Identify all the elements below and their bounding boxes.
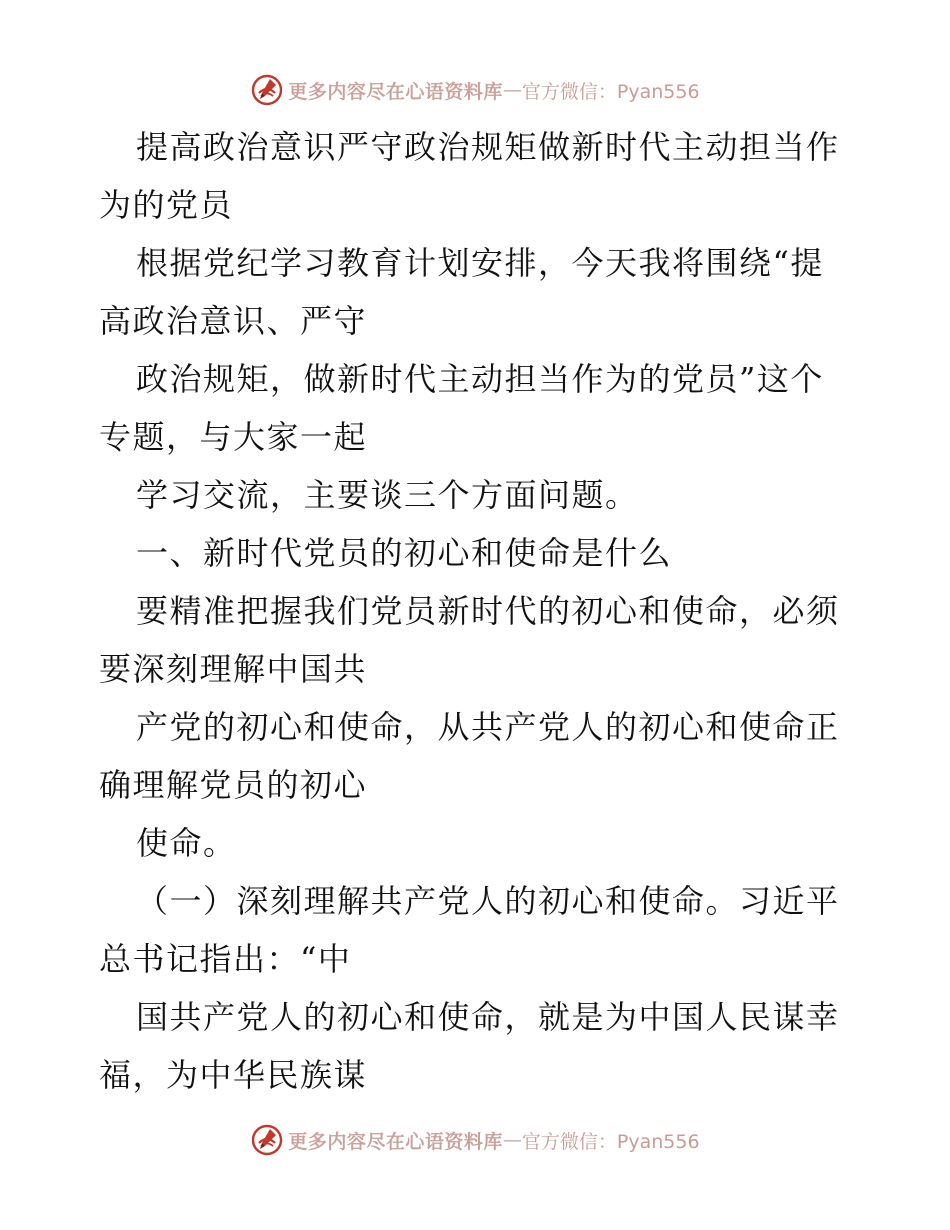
banner-separator: — [502, 79, 522, 101]
text-line: 根据党纪学习教育计划安排，今天我将围绕“提 [136, 244, 824, 282]
banner-separator: — [502, 1129, 522, 1151]
text-line: 使命。 [136, 824, 237, 862]
site-name-text: 更多内容尽在心语资料库 [288, 1130, 503, 1153]
wechat-text: 官方微信：Pyan556 [521, 1130, 700, 1153]
text-line: 为的党员 [99, 186, 234, 224]
text-line: 学习交流，主要谈三个方面问题。 [136, 476, 639, 514]
text-line: 专题，与大家一起 [99, 418, 368, 456]
text-line: 高政治意识、严守 [99, 302, 368, 340]
text-line: 产党的初心和使命，从共产党人的初心和使命正 [136, 708, 840, 746]
header-banner [0, 70, 950, 110]
book-pen-logo-icon [250, 73, 284, 107]
text-line: 总书记指出：“中 [99, 940, 352, 978]
text-line: 政治规矩，做新时代主动担当作为的党员”这个 [136, 360, 824, 398]
footer-banner [0, 1120, 950, 1160]
text-line: 福，为中华民族谋 [99, 1056, 368, 1094]
text-line: 确理解党员的初心 [99, 766, 368, 804]
text-line: （一）深刻理解共产党人的初心和使命。习近平 [136, 882, 840, 920]
text-line: 要深刻理解中国共 [99, 650, 368, 688]
document-body [99, 118, 859, 1104]
text-line: 提高政治意识严守政治规矩做新时代主动担当作 [136, 128, 840, 166]
text-line: 要精准把握我们党员新时代的初心和使命，必须 [136, 592, 840, 630]
site-name-text: 更多内容尽在心语资料库 [288, 80, 503, 103]
text-line: 一、新时代党员的初心和使命是什么 [136, 534, 673, 572]
wechat-text: 官方微信：Pyan556 [521, 80, 700, 103]
text-line: 国共产党人的初心和使命，就是为中国人民谋幸 [136, 998, 840, 1036]
book-pen-logo-icon [250, 1123, 284, 1157]
